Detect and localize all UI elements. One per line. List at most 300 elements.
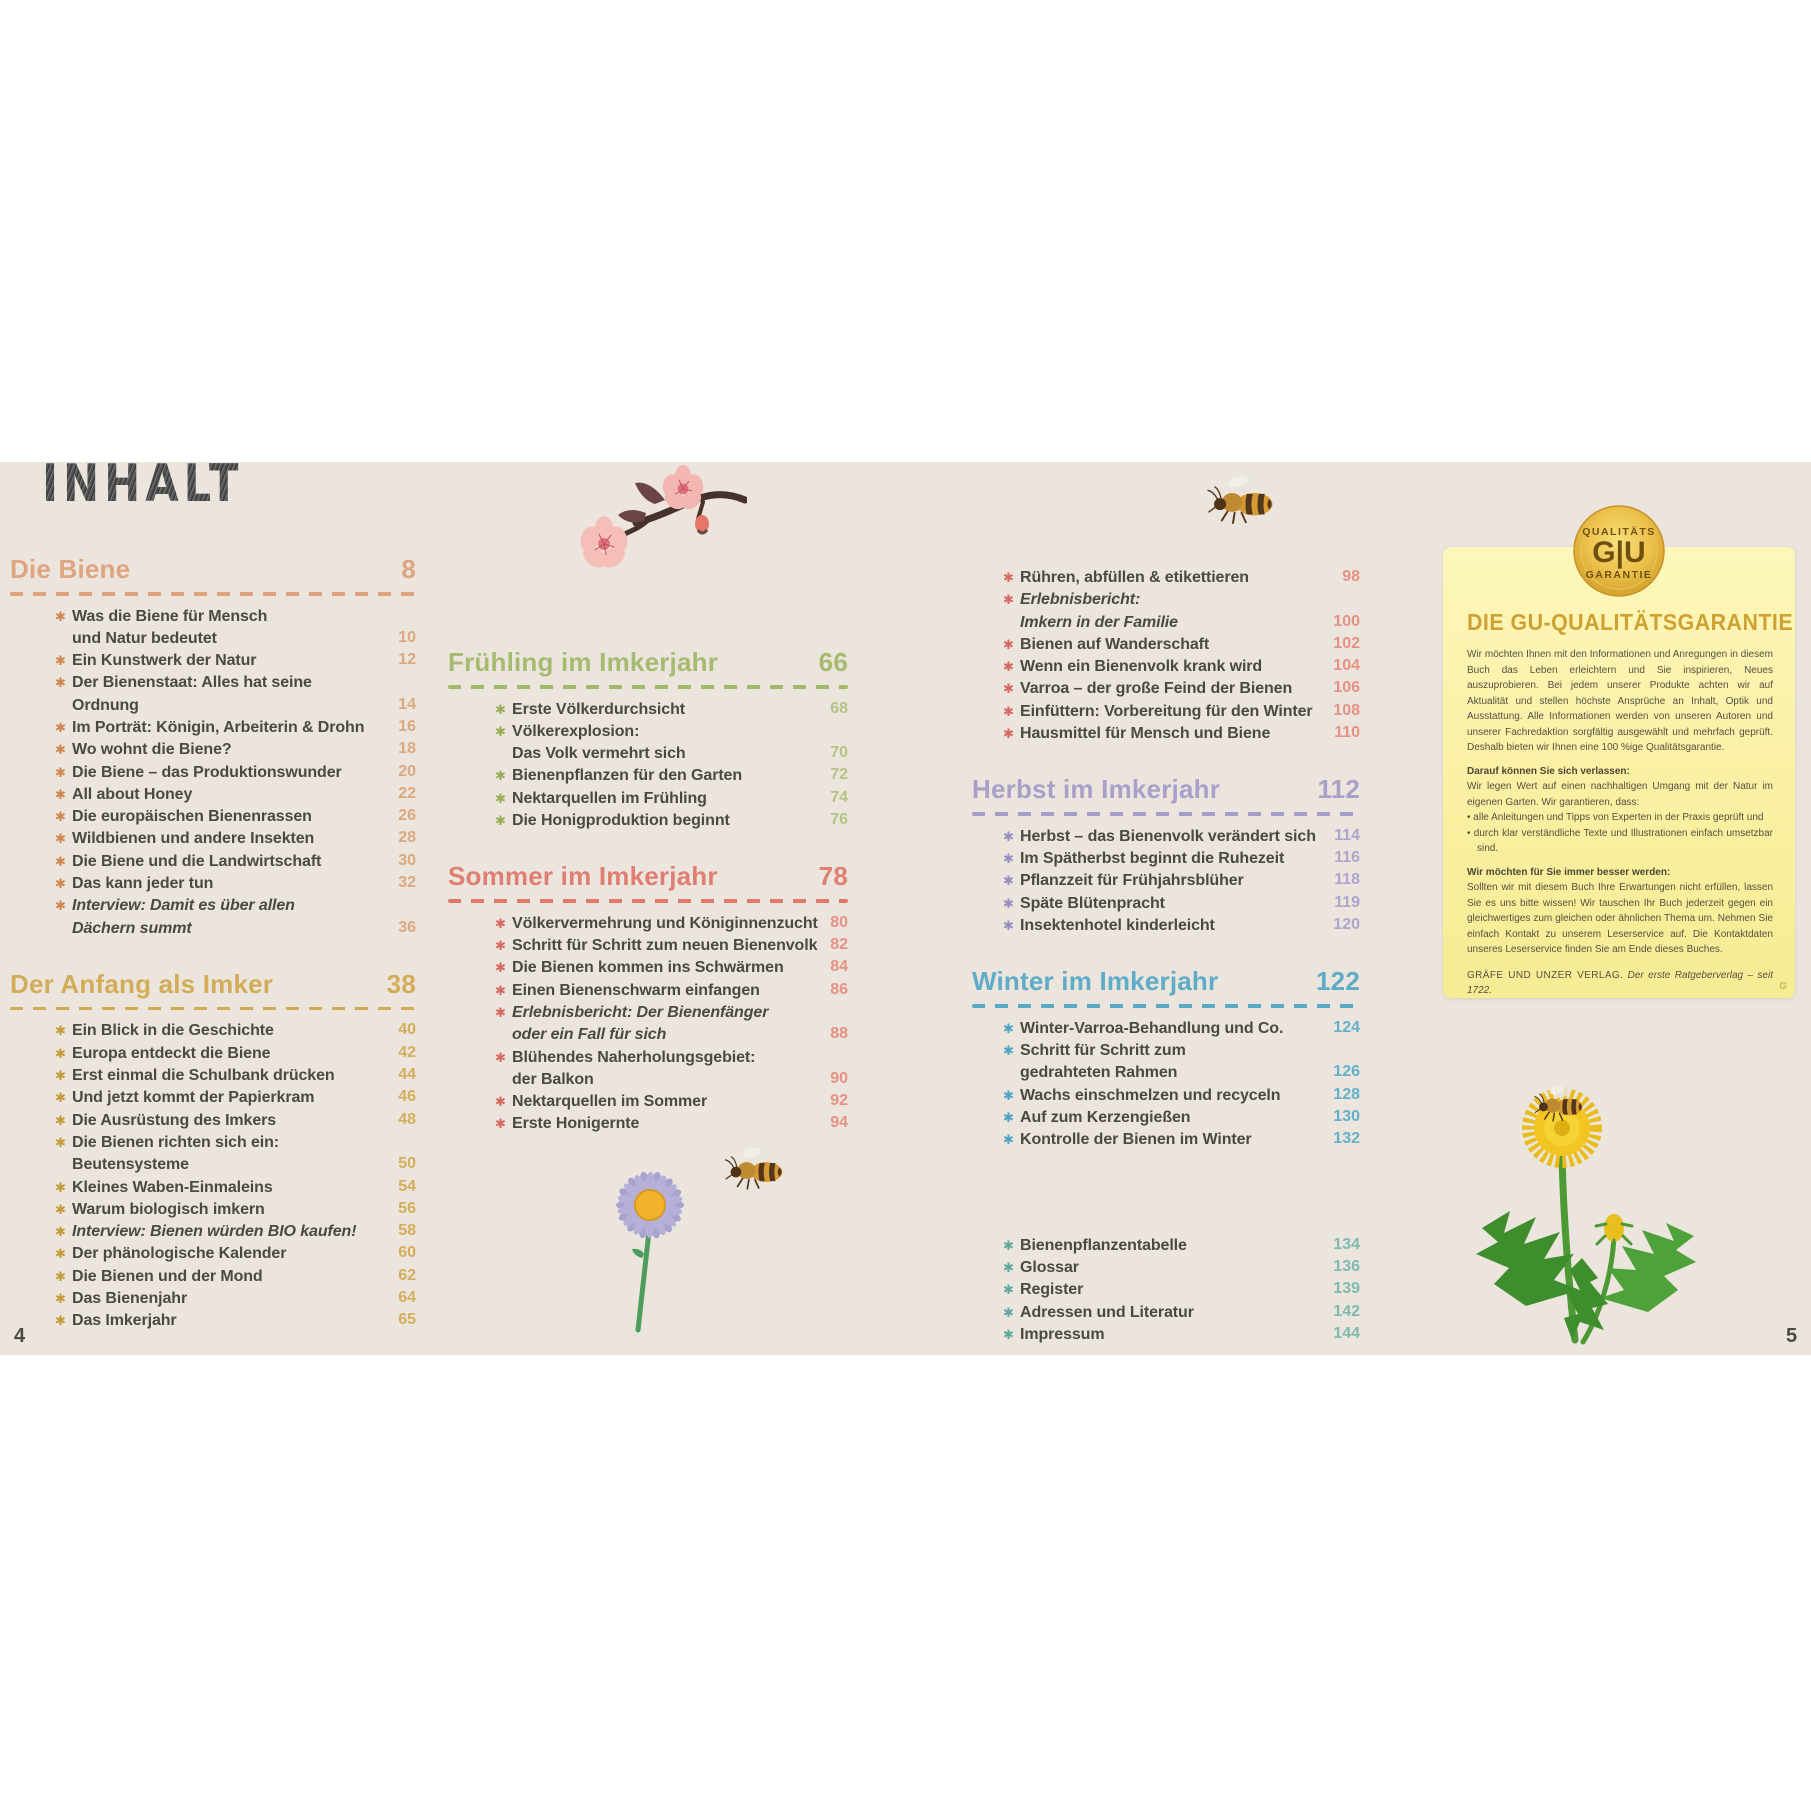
entry-page-number: 88 [830, 1025, 848, 1043]
star-bullet-icon: ✱ [495, 1116, 506, 1132]
toc-entry [57, 1243, 416, 1265]
guarantee-bullet-list [1467, 810, 1773, 857]
star-bullet-icon: ✱ [1003, 1304, 1014, 1320]
entry-page-number: 106 [1333, 679, 1360, 697]
entry-text: Adressen und Literatur [1020, 1303, 1194, 1321]
star-bullet-icon: ✱ [1003, 1282, 1014, 1298]
toc-entry-list [1005, 826, 1360, 937]
star-bullet-icon: ✱ [55, 809, 66, 825]
entry-page-number: 10 [398, 628, 416, 646]
toc-entry [497, 788, 848, 810]
star-bullet-icon: ✱ [1003, 851, 1014, 867]
section-page-number: 66 [818, 647, 848, 677]
entry-page-number: 98 [1342, 568, 1360, 585]
section-page-number: 78 [818, 861, 848, 892]
entry-page-number: 114 [1334, 826, 1360, 844]
entry-page-number: 120 [1333, 916, 1360, 934]
star-bullet-icon: ✱ [55, 1313, 66, 1329]
section-title: Sommer im Imkerjahr [448, 861, 718, 892]
gu-quality-badge-icon [1573, 505, 1665, 597]
toc-entry-list [1005, 567, 1360, 745]
entry-page-number: 100 [1333, 612, 1360, 630]
star-bullet-icon: ✱ [495, 701, 506, 717]
toc-entry [497, 721, 848, 766]
entry-text: Schritt für Schritt zum neuen Bienenvolk [512, 937, 818, 955]
star-bullet-icon: ✱ [55, 653, 66, 669]
section-page-number: 38 [386, 968, 416, 999]
toc-entry [1005, 567, 1360, 589]
entry-page-number: 110 [1334, 724, 1360, 742]
entry-page-number: 20 [398, 762, 416, 780]
section-title: Die Biene [10, 554, 131, 584]
toc-section [10, 968, 416, 1333]
toc-section [448, 860, 848, 1135]
star-bullet-icon: ✱ [1003, 592, 1014, 608]
toc-entry [57, 851, 416, 873]
toc-entry [1005, 848, 1360, 870]
entry-text: Pflanzzeit für Frühjahrsblüher [1020, 872, 1244, 890]
entry-text: Ein Kunstwerk der Natur [72, 652, 257, 670]
badge-corner-mark: G [1779, 981, 1787, 992]
star-bullet-icon: ✱ [1003, 873, 1014, 889]
entry-page-number: 72 [830, 766, 848, 784]
entry-text: Völkerexplosion: Das Volk vermehrt sich [512, 722, 686, 763]
dashed-divider-line [972, 812, 1360, 816]
entry-page-number: 58 [398, 1222, 416, 1240]
entry-text: Bienenpflanzen für den Garten [512, 767, 743, 785]
entry-text: Was die Biene für Mensch und Natur bedeutet [72, 607, 268, 647]
star-bullet-icon: ✱ [1003, 828, 1014, 844]
entry-text: Interview: Bienen würden BIO kaufen! [72, 1223, 357, 1241]
page-number-right: 5 [1786, 1325, 1798, 1347]
guarantee-block1-title: Darauf können Sie sich verlassen: [1467, 765, 1630, 777]
toc-entry [1005, 870, 1360, 892]
entry-text: Einen Bienenschwarm einfangen [512, 981, 760, 999]
entry-text: Kontrolle der Bienen im Winter [1020, 1131, 1252, 1149]
entry-text: Warum biologisch imkern [72, 1200, 265, 1218]
entry-text: Die Bienen richten sich ein: Beutensysteme [72, 1133, 280, 1174]
toc-entry [57, 806, 416, 828]
guarantee-footer [1467, 968, 1773, 999]
badge-center-text: G|U [1592, 536, 1646, 569]
entry-page-number: 104 [1333, 657, 1360, 675]
entry-page-number: 36 [398, 918, 416, 936]
toc-section [972, 773, 1360, 937]
toc-entry [1005, 701, 1360, 723]
entry-text: Rühren, abfüllen & etikettieren [1020, 569, 1249, 586]
guarantee-block1-text: Wir legen Wert auf einen nachhaltigen Umgang mit der Natur im eigenen Garten. Wir garantieren, dass: [1467, 781, 1773, 808]
entry-text: Interview: Damit es über allen Dächern summt [72, 897, 295, 937]
entry-page-number: 46 [398, 1088, 416, 1106]
entry-text: Bienenpflanzentabelle [1020, 1236, 1187, 1254]
star-bullet-icon: ✱ [55, 1291, 66, 1307]
entry-text: Erst einmal die Schulbank drücken [72, 1067, 335, 1085]
entry-page-number: 28 [398, 829, 416, 847]
toc-entry [57, 1177, 416, 1199]
toc-entry [497, 935, 848, 957]
section-header [10, 553, 416, 585]
entry-page-number: 144 [1333, 1324, 1360, 1342]
toc-entry [57, 1266, 416, 1288]
toc-entry [497, 980, 848, 1002]
star-bullet-icon: ✱ [55, 1246, 66, 1262]
toc-entry [57, 1043, 416, 1065]
toc-entry [57, 828, 416, 850]
entry-page-number: 32 [398, 874, 416, 892]
toc-entry [1005, 723, 1360, 745]
entry-page-number: 116 [1334, 849, 1360, 867]
toc-entry [497, 765, 848, 787]
guarantee-block2-text: Sollten wir mit diesem Buch Ihre Erwartungen nicht erfüllen, lassen Sie es uns bitte wissen! Wir tauschen Ihr Buch jederzeit gegen ein gleichwertiges zum gleichen oder ähnlichen Thema um. Nehmen Sie einfach Kontakt zu unserem Leserservice auf. Die Kontaktdaten unseres Leserservice finden Sie am Ende dieses Buches. [1467, 882, 1773, 955]
guarantee-title: DIE GU-QUALITÄTSGARANTIE [1467, 609, 1794, 635]
star-bullet-icon: ✱ [495, 960, 506, 976]
dandelion-with-bee-illustration [1462, 1078, 1712, 1356]
star-bullet-icon: ✱ [1003, 703, 1014, 719]
entry-text: Impressum [1020, 1325, 1105, 1343]
star-bullet-icon: ✱ [495, 982, 506, 998]
entry-text: Erste Honigernte [512, 1115, 640, 1133]
badge-bottom-text: GARANTIE [1585, 569, 1653, 581]
star-bullet-icon: ✱ [55, 1112, 66, 1128]
entry-text: Die Biene und die Landwirtschaft [72, 852, 322, 870]
toc-entry [1005, 634, 1360, 656]
toc-entry [57, 1087, 416, 1109]
toc-entry [1005, 1257, 1360, 1279]
star-bullet-icon: ✱ [1003, 1087, 1014, 1103]
entry-page-number: 64 [398, 1289, 416, 1307]
star-bullet-icon: ✱ [1003, 659, 1014, 675]
toc-entry [1005, 1279, 1360, 1301]
entry-page-number: 16 [398, 717, 416, 735]
entry-text: Ein Blick in die Geschichte [72, 1022, 274, 1040]
entry-page-number: 86 [830, 980, 848, 998]
star-bullet-icon: ✱ [495, 915, 506, 931]
entry-text: Nektarquellen im Sommer [512, 1093, 708, 1111]
entry-page-number: 60 [398, 1244, 416, 1262]
toc-entry [57, 1065, 416, 1087]
star-bullet-icon: ✱ [55, 1068, 66, 1084]
guarantee-bullet: • alle Anleitungen und Tipps von Experten in der Praxis geprüft und [1467, 812, 1764, 823]
entry-page-number: 139 [1333, 1280, 1360, 1298]
star-bullet-icon: ✱ [55, 786, 66, 802]
entry-page-number: 62 [398, 1266, 416, 1284]
toc-entry [497, 1091, 848, 1113]
toc-entry [1005, 1018, 1360, 1040]
star-bullet-icon: ✱ [55, 898, 66, 914]
toc-entry [57, 784, 416, 806]
entry-text: Späte Blütenpracht [1020, 894, 1165, 912]
entry-page-number: 65 [398, 1311, 416, 1329]
entry-text: Register [1020, 1281, 1084, 1299]
gu-guarantee-box [1443, 526, 1795, 998]
toc-column-3 [972, 557, 1360, 1346]
section-header [972, 773, 1360, 805]
toc-entry-list [57, 1020, 416, 1332]
star-bullet-icon: ✱ [1003, 1259, 1014, 1275]
entry-page-number: 56 [398, 1199, 416, 1217]
entry-text: Blühendes Naherholungsgebiet: der Balkon [512, 1048, 756, 1088]
entry-text: Erlebnisbericht: Der Bienenfänger oder ein Fall für sich [512, 1003, 769, 1044]
section-title: Frühling im Imkerjahr [448, 647, 719, 677]
toc-entry [57, 606, 416, 651]
toc-entry [57, 1110, 416, 1132]
star-bullet-icon: ✱ [55, 675, 66, 691]
toc-entry-list [1005, 1235, 1360, 1346]
toc-entry [497, 957, 848, 979]
section-header [448, 860, 848, 892]
star-bullet-icon: ✱ [55, 1224, 66, 1240]
star-bullet-icon: ✱ [1003, 1020, 1014, 1036]
honey-bee-icon [1202, 468, 1288, 530]
entry-page-number: 126 [1333, 1063, 1360, 1081]
star-bullet-icon: ✱ [55, 1201, 66, 1217]
entry-text: Winter-Varroa-Behandlung und Co. [1020, 1019, 1284, 1037]
star-bullet-icon: ✱ [55, 1090, 66, 1106]
guarantee-intro: Wir möchten Ihnen mit den Informationen und Anregungen in diesem Buch das Leben erleichtern und Sie inspirieren, Neues auszuprobieren. Bei jedem unserer Produkte achten wir auf Aktualität und stellen höchste Ansprüche an Inhalt, Optik und Ausstattung. Alle Informationen werden von unseren Autoren und unserer Fachredaktion sorgfältig ausgewählt und mehrfach geprüft. Deshalb bieten wir Ihnen eine 100 %ige Qualitätsgarantie. [1467, 649, 1773, 753]
star-bullet-icon: ✱ [55, 608, 66, 624]
star-bullet-icon: ✱ [55, 1179, 66, 1195]
page-title: INHALT [42, 454, 244, 514]
star-bullet-icon: ✱ [495, 812, 506, 828]
publisher-name: GRÄFE UND UNZER VERLAG. [1467, 969, 1624, 981]
star-bullet-icon: ✱ [55, 742, 66, 758]
entry-page-number: 44 [398, 1066, 416, 1084]
toc-entry-list [57, 606, 416, 940]
star-bullet-icon: ✱ [55, 1134, 66, 1150]
dashed-divider-line [448, 899, 848, 903]
toc-entry [57, 895, 416, 940]
toc-entry-list [497, 913, 848, 1136]
entry-page-number: 136 [1333, 1257, 1360, 1275]
entry-text: Der Bienenstaat: Alles hat seine Ordnung [72, 674, 312, 714]
star-bullet-icon: ✱ [1003, 1132, 1014, 1148]
star-bullet-icon: ✱ [1003, 1326, 1014, 1342]
entry-page-number: 128 [1333, 1085, 1360, 1103]
entry-text: Nektarquellen im Frühling [512, 789, 707, 807]
guarantee-bullet: • durch klar verständliche Texte und Illustrationen einfach umsetzbar sind. [1467, 827, 1773, 854]
section-header [972, 965, 1360, 997]
star-bullet-icon: ✱ [1003, 681, 1014, 697]
dashed-divider-line [972, 1004, 1360, 1008]
star-bullet-icon: ✱ [1003, 636, 1014, 652]
toc-entry-list [497, 699, 848, 833]
section-page-number: 122 [1316, 966, 1360, 997]
star-bullet-icon: ✱ [495, 790, 506, 806]
toc-column-2 [448, 646, 848, 1136]
cherry-blossom-branch-illustration [552, 460, 747, 583]
entry-page-number: 48 [398, 1110, 416, 1128]
section-page-number: 8 [401, 554, 416, 584]
toc-entry [1005, 1129, 1360, 1151]
entry-page-number: 80 [830, 913, 848, 931]
entry-page-number: 26 [398, 807, 416, 825]
star-bullet-icon: ✱ [55, 876, 66, 892]
entry-text: Einfüttern: Vorbereitung für den Winter [1020, 702, 1313, 720]
toc-section [972, 1235, 1360, 1346]
entry-page-number: 130 [1333, 1108, 1360, 1126]
entry-page-number: 42 [398, 1043, 416, 1061]
toc-entry [57, 739, 416, 761]
entry-page-number: 68 [830, 699, 848, 717]
entry-page-number: 54 [398, 1177, 416, 1195]
toc-entry [1005, 1107, 1360, 1129]
entry-text: Europa entdeckt die Biene [72, 1044, 271, 1062]
toc-entry [57, 1199, 416, 1221]
entry-text: Die Honigproduktion beginnt [512, 811, 730, 829]
entry-text: Kleines Waben-Einmaleins [72, 1178, 273, 1196]
entry-page-number: 50 [398, 1155, 416, 1173]
entry-text: Völkervermehrung und Königinnenzucht [512, 914, 818, 932]
section-header [448, 646, 848, 678]
entry-page-number: 118 [1334, 871, 1360, 889]
entry-page-number: 74 [830, 788, 848, 806]
star-bullet-icon: ✱ [1003, 918, 1014, 934]
entry-text: Bienen auf Wanderschaft [1020, 635, 1210, 653]
entry-page-number: 18 [398, 740, 416, 758]
entry-page-number: 124 [1333, 1018, 1360, 1036]
toc-entry [57, 1221, 416, 1243]
entry-page-number: 94 [830, 1114, 848, 1132]
star-bullet-icon: ✱ [55, 1023, 66, 1039]
toc-column-1 [10, 553, 416, 1333]
entry-page-number: 76 [830, 810, 848, 828]
toc-entry [497, 699, 848, 721]
flying-bee-icon [720, 1140, 796, 1195]
toc-entry [497, 810, 848, 832]
star-bullet-icon: ✱ [495, 1049, 506, 1065]
toc-section [10, 553, 416, 940]
entry-text: Die europäischen Bienenrassen [72, 808, 312, 826]
star-bullet-icon: ✱ [1003, 726, 1014, 742]
entry-page-number: 40 [398, 1021, 416, 1039]
entry-text: Das kann jeder tun [72, 875, 214, 893]
toc-entry [1005, 915, 1360, 937]
entry-text: Hausmittel für Mensch und Biene [1020, 725, 1271, 743]
star-bullet-icon: ✱ [1003, 1043, 1014, 1059]
section-title: Herbst im Imkerjahr [972, 774, 1221, 805]
toc-entry [57, 1020, 416, 1042]
entry-page-number: 14 [398, 695, 416, 713]
section-header [10, 968, 416, 1000]
toc-entry [1005, 1302, 1360, 1324]
entry-text: All about Honey [72, 785, 193, 803]
entry-page-number: 82 [830, 936, 848, 954]
star-bullet-icon: ✱ [55, 1045, 66, 1061]
entry-page-number: 132 [1333, 1130, 1360, 1148]
star-bullet-icon: ✱ [55, 764, 66, 780]
toc-entry [57, 1132, 416, 1177]
toc-entry [1005, 1324, 1360, 1346]
toc-entry [497, 913, 848, 935]
entry-text: Wildbienen und andere Insekten [72, 830, 315, 848]
toc-entry [497, 1113, 848, 1135]
star-bullet-icon: ✱ [55, 853, 66, 869]
entry-text: Der phänologische Kalender [72, 1245, 287, 1263]
entry-text: Die Biene – das Produktionswunder [72, 763, 342, 781]
aster-flower-illustration [580, 1150, 720, 1340]
section-title: Der Anfang als Imker [10, 968, 274, 999]
entry-text: Schritt für Schritt zum gedrahteten Rahmen [1020, 1042, 1186, 1082]
dashed-divider-line [10, 592, 416, 596]
entry-page-number: 92 [830, 1092, 848, 1110]
section-title: Winter im Imkerjahr [972, 966, 1219, 997]
dashed-divider-line [448, 685, 848, 689]
entry-text: Die Bienen und der Mond [72, 1267, 263, 1285]
toc-entry [57, 1310, 416, 1332]
entry-text: Wo wohnt die Biene? [72, 741, 232, 759]
entry-page-number: 134 [1333, 1235, 1360, 1253]
toc-entry [57, 717, 416, 739]
star-bullet-icon: ✱ [495, 1004, 506, 1020]
entry-text: Die Bienen kommen ins Schwärmen [512, 959, 784, 977]
toc-entry [1005, 1040, 1360, 1085]
toc-entry [1005, 893, 1360, 915]
entry-text: Auf zum Kerzengießen [1020, 1109, 1191, 1127]
star-bullet-icon: ✱ [55, 719, 66, 735]
page-number-left: 4 [14, 1325, 26, 1347]
entry-text: Im Porträt: Königin, Arbeiterin & Drohn [72, 718, 365, 736]
star-bullet-icon: ✱ [495, 1094, 506, 1110]
entry-page-number: 90 [830, 1069, 848, 1087]
entry-text: Glossar [1020, 1258, 1079, 1276]
toc-section [972, 567, 1360, 745]
toc-entry [57, 650, 416, 672]
star-bullet-icon: ✱ [495, 723, 506, 739]
entry-text: Wachs einschmelzen und recyceln [1020, 1086, 1281, 1104]
star-bullet-icon: ✱ [495, 768, 506, 784]
entry-page-number: 102 [1333, 634, 1360, 652]
toc-entry [1005, 678, 1360, 700]
toc-entry-list [1005, 1018, 1360, 1152]
entry-page-number: 70 [830, 744, 848, 762]
toc-entry [497, 1002, 848, 1047]
star-bullet-icon: ✱ [1003, 570, 1014, 585]
toc-entry [57, 762, 416, 784]
publisher-slogan: Der erste Ratgeberverlag – seit 1722. [1467, 969, 1773, 996]
entry-text: Herbst – das Bienenvolk verändert sich [1020, 827, 1316, 845]
entry-text: Erste Völkerdurchsicht [512, 700, 685, 718]
entry-page-number: 84 [830, 958, 848, 976]
entry-page-number: 22 [398, 784, 416, 802]
entry-text: Varroa – der große Feind der Bienen [1020, 680, 1293, 698]
star-bullet-icon: ✱ [1003, 1237, 1014, 1253]
star-bullet-icon: ✱ [495, 938, 506, 954]
entry-page-number: 30 [398, 851, 416, 869]
star-bullet-icon: ✱ [1003, 895, 1014, 911]
section-page-number: 112 [1317, 774, 1360, 805]
entry-text: Im Spätherbst beginnt die Ruhezeit [1020, 850, 1285, 868]
dashed-divider-line [10, 1007, 416, 1011]
entry-page-number: 119 [1334, 893, 1360, 911]
toc-entry [1005, 589, 1360, 634]
badge-top-text: QUALITÄTS [1582, 526, 1656, 538]
entry-text: Und jetzt kommt der Papierkram [72, 1089, 315, 1107]
entry-text: Das Imkerjahr [72, 1312, 177, 1330]
star-bullet-icon: ✱ [55, 831, 66, 847]
entry-text: Erlebnisbericht: Imkern in der Familie [1020, 591, 1178, 631]
toc-entry [1005, 1235, 1360, 1257]
entry-page-number: 12 [398, 651, 416, 669]
toc-entry [1005, 826, 1360, 848]
toc-entry [57, 672, 416, 717]
toc-entry [57, 873, 416, 895]
toc-entry [1005, 1085, 1360, 1107]
star-bullet-icon: ✱ [55, 1268, 66, 1284]
toc-entry [497, 1047, 848, 1092]
toc-section [972, 965, 1360, 1151]
toc-entry [1005, 656, 1360, 678]
guarantee-block2-title: Wir möchten für Sie immer besser werden: [1467, 866, 1671, 878]
